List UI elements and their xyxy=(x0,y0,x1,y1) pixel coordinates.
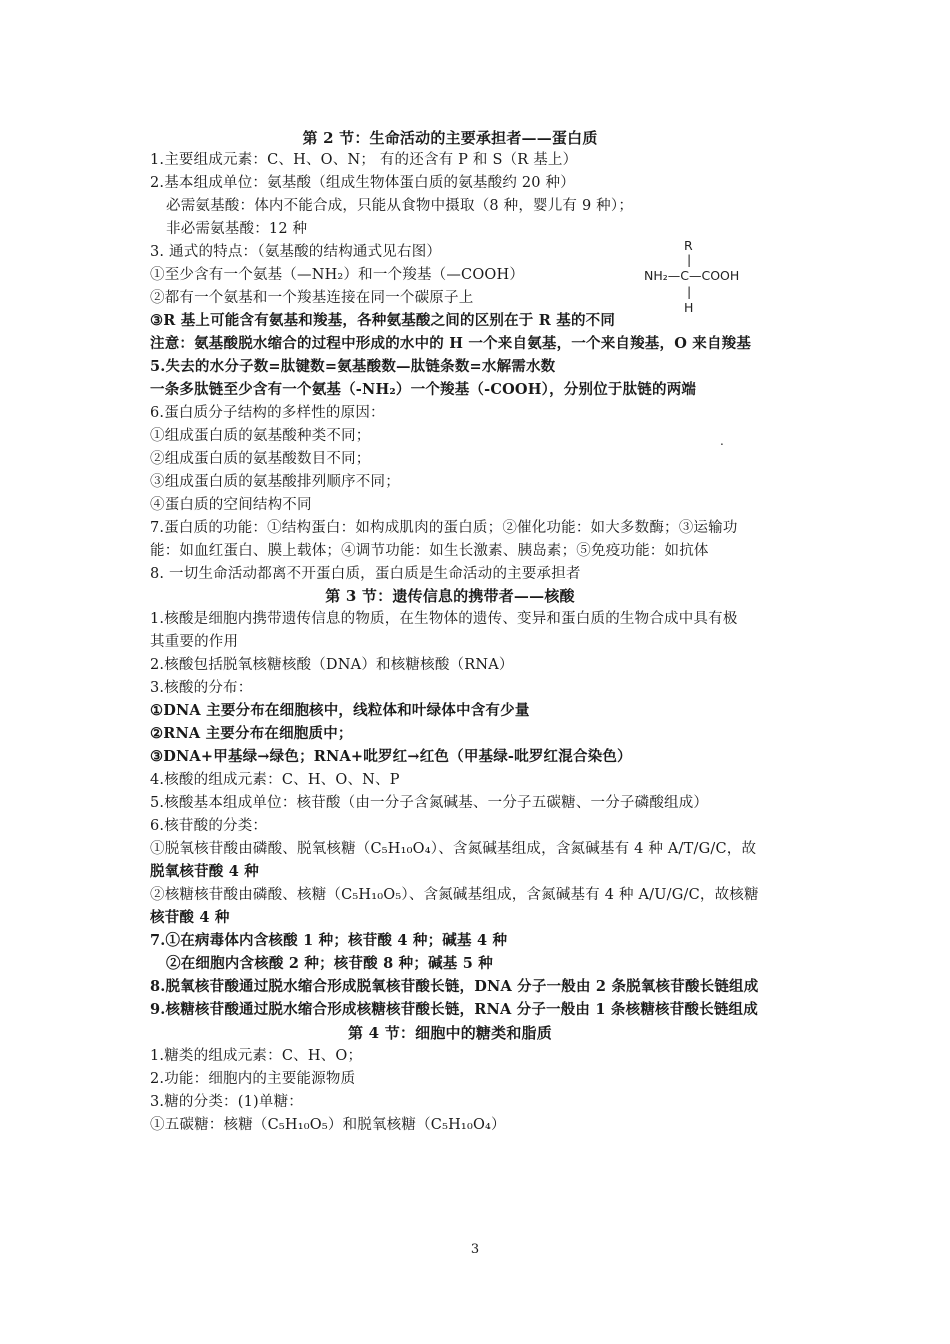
text-line: ①DNA 主要分布在细胞核中，线粒体和叶绿体中含有少量 xyxy=(150,702,530,719)
text-line: 5.失去的水分子数=肽键数=氨基酸数—肽链条数=水解需水数 xyxy=(150,358,556,375)
text-line: ③R 基上可能含有氨基和羧基，各种氨基酸之间的区别在于 R 基的不同 xyxy=(150,312,616,329)
text-line: 2.功能：细胞内的主要能源物质 xyxy=(150,1071,356,1087)
text-line: ①五碳糖：核糖（C₅H₁₀O₅）和脱氧核糖（C₅H₁₀O₄） xyxy=(150,1117,506,1133)
amino-acid-structure-formula xyxy=(640,238,760,318)
stray-mark: . xyxy=(720,434,724,448)
text-line: ②在细胞内含核酸 2 种；核苷酸 8 种；碱基 5 种 xyxy=(166,955,493,972)
text-line: ②核糖核苷酸由磷酸、核糖（C₅H₁₀O₅）、含氮碱基组成，含氮碱基有 4 种 A/U/G/C，故核糖 xyxy=(150,887,759,903)
text-line: 6.核苷酸的分类： xyxy=(150,818,268,834)
section-4-title: 第 4 节：细胞中的糖类和脂质 xyxy=(348,1024,552,1042)
text-line: ②都有一个氨基和一个羧基连接在同一个碳原子上 xyxy=(150,290,474,306)
formula-h-atom: H xyxy=(684,300,694,315)
text-line: ①脱氧核苷酸由磷酸、脱氧核糖（C₅H₁₀O₄）、含氮碱基组成，含氮碱基有 4 种 A/T/G/C，故 xyxy=(150,841,757,857)
text-line: 3.糖的分类：(1)单糖： xyxy=(150,1094,303,1110)
formula-main-chain: NH₂—C—COOH xyxy=(644,268,740,283)
formula-r-group: R xyxy=(684,238,693,253)
formula-bond-bottom: | xyxy=(687,284,692,299)
text-line: 3.核酸的分布： xyxy=(150,680,253,696)
text-line: ②RNA 主要分布在细胞质中； xyxy=(150,725,353,742)
text-line: 非必需氨基酸：12 种 xyxy=(166,221,308,237)
text-line: 1.糖类的组成元素：C、H、O； xyxy=(150,1048,363,1064)
text-line: 7.①在病毒体内含核酸 1 种；核苷酸 4 种；碱基 4 种 xyxy=(150,932,508,949)
section-3-title: 第 3 节：遗传信息的携带者——核酸 xyxy=(325,587,575,605)
text-line: ①组成蛋白质的氨基酸种类不同； xyxy=(150,428,371,444)
text-line: 8.脱氧核苷酸通过脱水缩合形成脱氧核苷酸长链，DNA 分子一般由 2 条脱氧核苷酸长链组成 xyxy=(150,978,759,995)
text-line: 1.核酸是细胞内携带遗传信息的物质，在生物体的遗传、变异和蛋白质的生物合成中具有极 xyxy=(150,611,738,627)
text-line: 注意：氨基酸脱水缩合的过程中形成的水中的 H 一个来自氨基，一个来自羧基，O 来自羧基 xyxy=(150,335,752,352)
text-line: 2.核酸包括脱氧核糖核酸（DNA）和核糖核酸（RNA） xyxy=(150,657,514,673)
text-line: ③DNA+甲基绿→绿色；RNA+吡罗红→红色（甲基绿-吡罗红混合染色） xyxy=(150,748,632,765)
formula-bond-top: | xyxy=(687,252,692,267)
text-line: 2.基本组成单位：氨基酸（组成生物体蛋白质的氨基酸约 20 种） xyxy=(150,175,575,191)
text-line: 7.蛋白质的功能：①结构蛋白：如构成肌肉的蛋白质；②催化功能：如大多数酶；③运输功 xyxy=(150,520,738,536)
page-number: 3 xyxy=(470,1242,480,1257)
text-line: 8. 一切生命活动都离不开蛋白质，蛋白质是生命活动的主要承担者 xyxy=(150,566,581,582)
section-2-title: 第 2 节：生命活动的主要承担者——蛋白质 xyxy=(302,129,598,147)
text-line: 6.蛋白质分子结构的多样性的原因： xyxy=(150,405,385,421)
text-line: 核苷酸 4 种 xyxy=(150,909,230,926)
text-line: ③组成蛋白质的氨基酸排列顺序不同； xyxy=(150,474,400,490)
text-line: 4.核酸的组成元素：C、H、O、N、P xyxy=(150,772,400,788)
text-line: 3. 通式的特点：（氨基酸的结构通式见右图） xyxy=(150,244,442,260)
text-line: 脱氧核苷酸 4 种 xyxy=(150,863,259,880)
text-line: 其重要的作用 xyxy=(150,634,239,650)
text-line: 必需氨基酸：体内不能合成，只能从食物中摄取（8 种，婴儿有 9 种）； xyxy=(166,198,634,214)
text-line: 9.核糖核苷酸通过脱水缩合形成核糖核苷酸长链，RNA 分子一般由 1 条核糖核苷酸长链组成 xyxy=(150,1001,758,1018)
text-line: ①至少含有一个氨基（—NH₂）和一个羧基（—COOH） xyxy=(150,267,525,283)
text-line: 5.核酸基本组成单位：核苷酸（由一分子含氮碱基、一分子五碳糖、一分子磷酸组成） xyxy=(150,795,709,811)
text-line: ④蛋白质的空间结构不同 xyxy=(150,497,312,513)
text-line: 1.主要组成元素：C、H、O、N； 有的还含有 P 和 S（R 基上） xyxy=(150,152,578,168)
text-line: 能：如血红蛋白、膜上载体；④调节功能：如生长激素、胰岛素；⑤免疫功能：如抗体 xyxy=(150,543,709,559)
text-line: 一条多肽链至少含有一个氨基（-NH₂）一个羧基（-COOH），分别位于肽链的两端 xyxy=(150,381,697,398)
text-line: ②组成蛋白质的氨基酸数目不同； xyxy=(150,451,371,467)
